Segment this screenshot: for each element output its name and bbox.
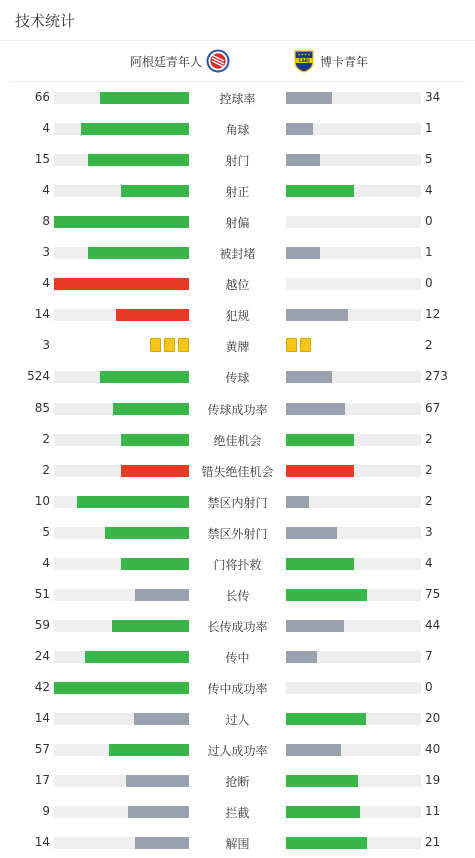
- away-bar-track: [286, 713, 421, 725]
- home-bar-track: [54, 620, 189, 632]
- stats-header: [0, 0, 475, 41]
- home-bar-track: [54, 744, 189, 756]
- away-bar: [286, 154, 320, 166]
- home-value: 4: [42, 121, 50, 136]
- home-value: 14: [34, 835, 50, 850]
- away-value: 0: [425, 214, 433, 229]
- away-value: 67: [425, 400, 441, 415]
- home-bar: [54, 682, 189, 694]
- stat-label: 越位: [225, 278, 250, 293]
- stat-label: 传中: [225, 650, 250, 665]
- home-value: 57: [34, 742, 50, 757]
- away-value: 0: [425, 679, 433, 694]
- home-value: 10: [34, 493, 50, 508]
- away-bar-track: [286, 278, 421, 290]
- away-bar: [286, 806, 360, 818]
- home-value: 4: [42, 276, 50, 291]
- home-bar-track: [54, 527, 189, 539]
- stat-label: 拦截: [225, 806, 250, 821]
- home-bar-track: [54, 403, 189, 415]
- away-bar: [286, 403, 345, 415]
- stat-row: [0, 641, 475, 672]
- boca-juniors-logo-icon: [292, 49, 316, 73]
- away-value: 20: [425, 711, 441, 725]
- home-bar: [100, 92, 189, 104]
- home-value: 42: [34, 679, 50, 694]
- home-bar-track: [54, 123, 189, 135]
- away-value: 75: [425, 586, 441, 601]
- home-bar: [77, 496, 189, 508]
- away-value: 44: [425, 617, 441, 632]
- away-value: 40: [425, 742, 441, 757]
- home-value: 8: [42, 214, 50, 229]
- home-yellow-cards: [150, 338, 189, 352]
- away-bar-track: [286, 123, 421, 135]
- away-bar: [286, 434, 354, 446]
- away-bar-track: [286, 434, 421, 446]
- away-bar-track: [286, 247, 421, 259]
- home-bar: [100, 371, 189, 383]
- home-bar-track: [54, 92, 189, 104]
- stat-label: 传中成功率: [207, 681, 268, 696]
- home-bar: [88, 154, 189, 166]
- away-bar-track: [286, 806, 421, 818]
- home-bar: [105, 527, 189, 539]
- svg-text:CABJ: CABJ: [298, 59, 310, 65]
- away-bar-track: [286, 92, 421, 104]
- stat-label: 禁区内射门: [207, 495, 268, 510]
- home-value: 14: [34, 711, 50, 725]
- yellow-card-icon: [300, 338, 311, 352]
- stat-row: [0, 486, 475, 517]
- home-bar-track: [54, 185, 189, 197]
- home-bar-track: [54, 682, 189, 694]
- away-bar: [286, 713, 366, 725]
- stat-label: 过人: [225, 713, 250, 727]
- stat-label: 传球: [225, 371, 250, 386]
- stat-row: [0, 796, 475, 827]
- home-value: 24: [34, 648, 50, 663]
- home-bar-track: [54, 713, 189, 725]
- stat-label: 过人成功率: [207, 744, 268, 759]
- home-bar: [113, 403, 189, 415]
- stat-row: [0, 175, 475, 206]
- away-value: 7: [425, 648, 433, 663]
- stat-label: 被封堵: [219, 247, 256, 262]
- home-value: 524: [27, 369, 50, 384]
- home-value: 14: [34, 307, 50, 322]
- home-value: 3: [42, 245, 50, 260]
- home-bar: [54, 278, 189, 290]
- home-value: 4: [42, 555, 50, 570]
- away-value: 273: [425, 369, 448, 384]
- home-value: 2: [42, 462, 50, 477]
- home-bar-track: [54, 465, 189, 477]
- away-bar-track: [286, 589, 421, 601]
- away-bar-track: [286, 620, 421, 632]
- home-bar-track: [54, 651, 189, 663]
- home-bar-track: [54, 309, 189, 321]
- home-bar: [128, 806, 189, 818]
- stat-label: 射正: [225, 185, 250, 200]
- home-value: 17: [34, 773, 50, 788]
- away-value: 4: [425, 183, 433, 198]
- away-value: 19: [425, 773, 441, 788]
- away-bar: [286, 92, 332, 104]
- home-bar-track: [54, 496, 189, 508]
- stat-label: 犯规: [225, 309, 250, 324]
- away-bar: [286, 527, 337, 539]
- stat-label: 解围: [225, 837, 250, 852]
- stat-label: 角球: [225, 123, 250, 138]
- away-bar-track: [286, 682, 421, 694]
- yellow-card-icon: [286, 338, 297, 352]
- away-bar-track: [286, 837, 421, 849]
- home-bar: [135, 837, 189, 849]
- home-bar: [112, 620, 189, 632]
- away-yellow-cards: [286, 338, 311, 352]
- away-bar-track: [286, 775, 421, 787]
- home-team[interactable]: [130, 49, 230, 73]
- home-value: 85: [34, 400, 50, 415]
- away-bar-track: [286, 651, 421, 663]
- home-bar: [54, 216, 189, 228]
- stat-row: [0, 703, 475, 734]
- stat-row: [0, 361, 475, 392]
- away-value: 12: [425, 307, 441, 322]
- away-bar-track: [286, 309, 421, 321]
- stat-label: 错失绝佳机会: [201, 464, 274, 479]
- stat-label: 射门: [225, 154, 250, 169]
- away-value: 4: [425, 555, 433, 570]
- away-value: 2: [425, 431, 433, 446]
- home-bar-track: [54, 434, 189, 446]
- home-bar-track: [54, 371, 189, 383]
- away-value: 2: [425, 462, 433, 477]
- home-team-name: 阿根廷青年人: [129, 54, 202, 69]
- home-bar: [88, 247, 189, 259]
- home-bar-track: [54, 154, 189, 166]
- home-value: 51: [34, 586, 50, 601]
- stat-label: 禁区外射门: [207, 526, 268, 541]
- stat-label: 长传: [225, 588, 250, 603]
- home-bar: [121, 185, 189, 197]
- away-bar: [286, 309, 348, 321]
- stat-row: [0, 144, 475, 175]
- away-value: 2: [425, 338, 433, 353]
- away-bar: [286, 837, 367, 849]
- away-bar: [286, 371, 332, 383]
- home-value: 2: [42, 431, 50, 446]
- home-value: 59: [34, 617, 50, 632]
- stat-label: 传球成功率: [207, 402, 268, 417]
- home-bar-track: [54, 775, 189, 787]
- yellow-card-icon: [164, 338, 175, 352]
- home-bar: [121, 434, 189, 446]
- away-value: 3: [425, 524, 433, 539]
- home-value: 5: [42, 524, 50, 539]
- teams-header: [9, 41, 466, 82]
- away-bar: [286, 465, 354, 477]
- home-bar-track: [54, 247, 189, 259]
- away-bar: [286, 651, 317, 663]
- home-bar: [121, 465, 189, 477]
- stat-label: 控球率: [219, 92, 256, 106]
- stat-row: [0, 268, 475, 299]
- home-bar: [135, 589, 189, 601]
- home-value: 4: [42, 183, 50, 198]
- stat-row: [0, 393, 475, 424]
- away-bar-track: [286, 465, 421, 477]
- stat-label: 长传成功率: [207, 619, 268, 634]
- away-bar-track: [286, 496, 421, 508]
- away-bar: [286, 775, 358, 787]
- home-bar: [116, 309, 189, 321]
- away-bar: [286, 620, 344, 632]
- home-value: 15: [34, 152, 50, 167]
- away-value: 21: [425, 835, 441, 850]
- home-bar-track: [54, 837, 189, 849]
- stat-row: [0, 82, 475, 113]
- away-value: 0: [425, 276, 433, 291]
- away-value: 34: [425, 90, 441, 104]
- yellow-card-icon: [150, 338, 161, 352]
- page-title: 技术统计: [15, 12, 76, 30]
- stat-row: [0, 548, 475, 579]
- away-value: 1: [425, 245, 433, 260]
- yellow-card-icon: [178, 338, 189, 352]
- away-bar-track: [286, 527, 421, 539]
- away-value: 11: [425, 804, 441, 819]
- away-value: 1: [425, 121, 433, 136]
- away-bar-track: [286, 154, 421, 166]
- stat-row: [0, 610, 475, 641]
- away-bar: [286, 558, 354, 570]
- stat-row: [0, 299, 475, 330]
- stat-row: [0, 579, 475, 610]
- away-team-name: 博卡青年: [320, 54, 369, 69]
- away-value: 5: [425, 152, 433, 167]
- home-bar-track: [54, 216, 189, 228]
- stat-row: [0, 206, 475, 237]
- away-bar: [286, 589, 367, 601]
- home-bar: [109, 744, 189, 756]
- away-bar-track: [286, 216, 421, 228]
- stat-row: [0, 672, 475, 703]
- home-bar-track: [54, 558, 189, 570]
- stat-row: [0, 113, 475, 144]
- stat-row: [0, 734, 475, 765]
- away-team[interactable]: [292, 49, 368, 73]
- home-bar: [134, 713, 189, 725]
- home-bar: [81, 123, 189, 135]
- away-bar: [286, 123, 313, 135]
- home-bar: [126, 775, 189, 787]
- argentinos-juniors-logo-icon: [206, 49, 230, 73]
- away-value: 2: [425, 493, 433, 508]
- away-bar: [286, 185, 354, 197]
- away-bar: [286, 496, 309, 508]
- home-value: 9: [42, 804, 50, 819]
- home-bar-track: [54, 806, 189, 818]
- stat-label: 黄牌: [225, 340, 250, 355]
- home-bar: [121, 558, 189, 570]
- away-bar: [286, 744, 341, 756]
- stat-row: [0, 517, 475, 548]
- home-value: 3: [42, 338, 50, 353]
- away-bar: [286, 247, 320, 259]
- away-bar-track: [286, 558, 421, 570]
- stat-row: [0, 765, 475, 796]
- away-bar-track: [286, 744, 421, 756]
- away-bar-track: [286, 403, 421, 415]
- away-bar-track: [286, 185, 421, 197]
- away-bar-track: [286, 371, 421, 383]
- stat-row: [0, 237, 475, 268]
- stat-row: [0, 424, 475, 455]
- stat-label: 射偏: [225, 216, 250, 231]
- stat-row: [0, 455, 475, 486]
- home-bar-track: [54, 589, 189, 601]
- home-bar: [85, 651, 189, 663]
- home-bar-track: [54, 278, 189, 290]
- stat-label: 抢断: [225, 775, 250, 790]
- stat-row: [0, 330, 475, 361]
- stat-label: 门将扑救: [213, 557, 262, 572]
- home-value: 66: [34, 90, 50, 104]
- stat-label: 绝佳机会: [213, 433, 262, 448]
- stat-row: [0, 827, 475, 858]
